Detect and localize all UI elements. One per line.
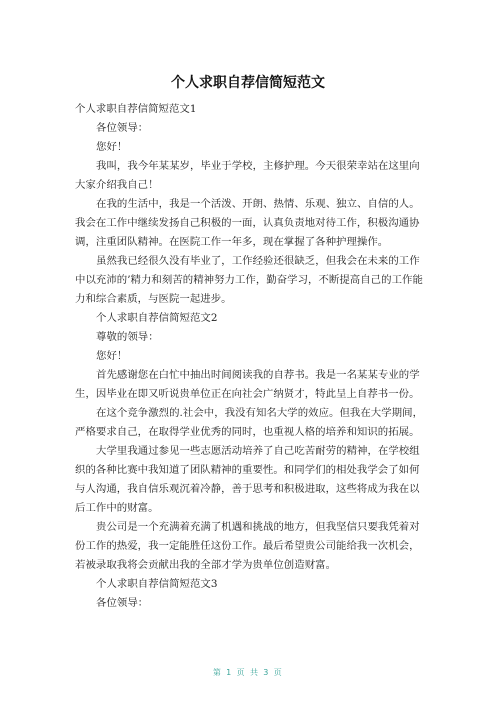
paragraph: 虽然我已经很久没有毕业了，工作经验还很缺乏，但我会在未来的工作中以充沛的’精力和刻苦的精神努力工作，勤奋学习，不断提高自己的工作能力和综合素质，与医院一起进步。 (75, 255, 423, 305)
paragraph: 在这个竞争激烈的.社会中，我没有知名大学的效应。但我在大学期间，严格要求自己，在取得学业优秀的同时，也重视人格的培养和知识的拓展。 (75, 407, 424, 438)
document-body (75, 100, 427, 613)
paragraph: 大学里我通过参见一些志愿活动培养了自己吃苦耐劳的精神，在学校组织的各种比赛中我知道了团队精神的重要性。和同学们的相处我学会了如何与人沟通，我自信乐观沉着冷静，善于思考和积极进取，这些将成为我在以后工作中的财富。 (75, 445, 420, 514)
document-title: 个人求职自荐信简短范文 (171, 75, 325, 91)
paragraph: 个人求职自荐信简短范文3 (96, 578, 218, 590)
paragraph: 各位领导： (96, 597, 149, 609)
page-footer: 第 1 页 共 3 页 (212, 668, 284, 677)
paragraph: 您好！ (96, 141, 128, 153)
paragraph: 各位领导： (96, 122, 149, 134)
paragraph: 尊敬的领导： (96, 331, 159, 343)
paragraph: 在我的生活中，我是一个活泼、开朗、热情、乐观、独立、自信的人。我会在工作中继续发扬自己积极的一面，认真负责地对待工作，积极沟通协调，注重团队精神。在医院工作一年多，现在掌握了各种护理操作。 (75, 198, 420, 248)
paragraph: 首先感谢您在白忙中抽出时间阅读我的自荐书。我是一名某某专业的学生，因毕业在即又听说贵单位正在向社会广纳贤才，特此呈上自荐书一份。 (75, 369, 420, 400)
paragraph: 您好！ (96, 350, 128, 362)
paragraph: 个人求职自荐信简短范文2 (96, 312, 218, 324)
paragraph: 个人求职自荐信简短范文1 (75, 103, 197, 115)
paragraph: 我叫，我今年某某岁，毕业于学校，主修护理。今天很荣幸站在这里向大家介绍我自己！ (75, 160, 420, 191)
paragraph: 贵公司是一个充满着充满了机遇和挑战的地方，但我坚信只要我凭着对份工作的热爱，我一定能胜任这份工作。最后希望贵公司能给我一次机会，若被录取我将会贡献出我的全部才学为贵单位创造财富。 (75, 521, 420, 571)
